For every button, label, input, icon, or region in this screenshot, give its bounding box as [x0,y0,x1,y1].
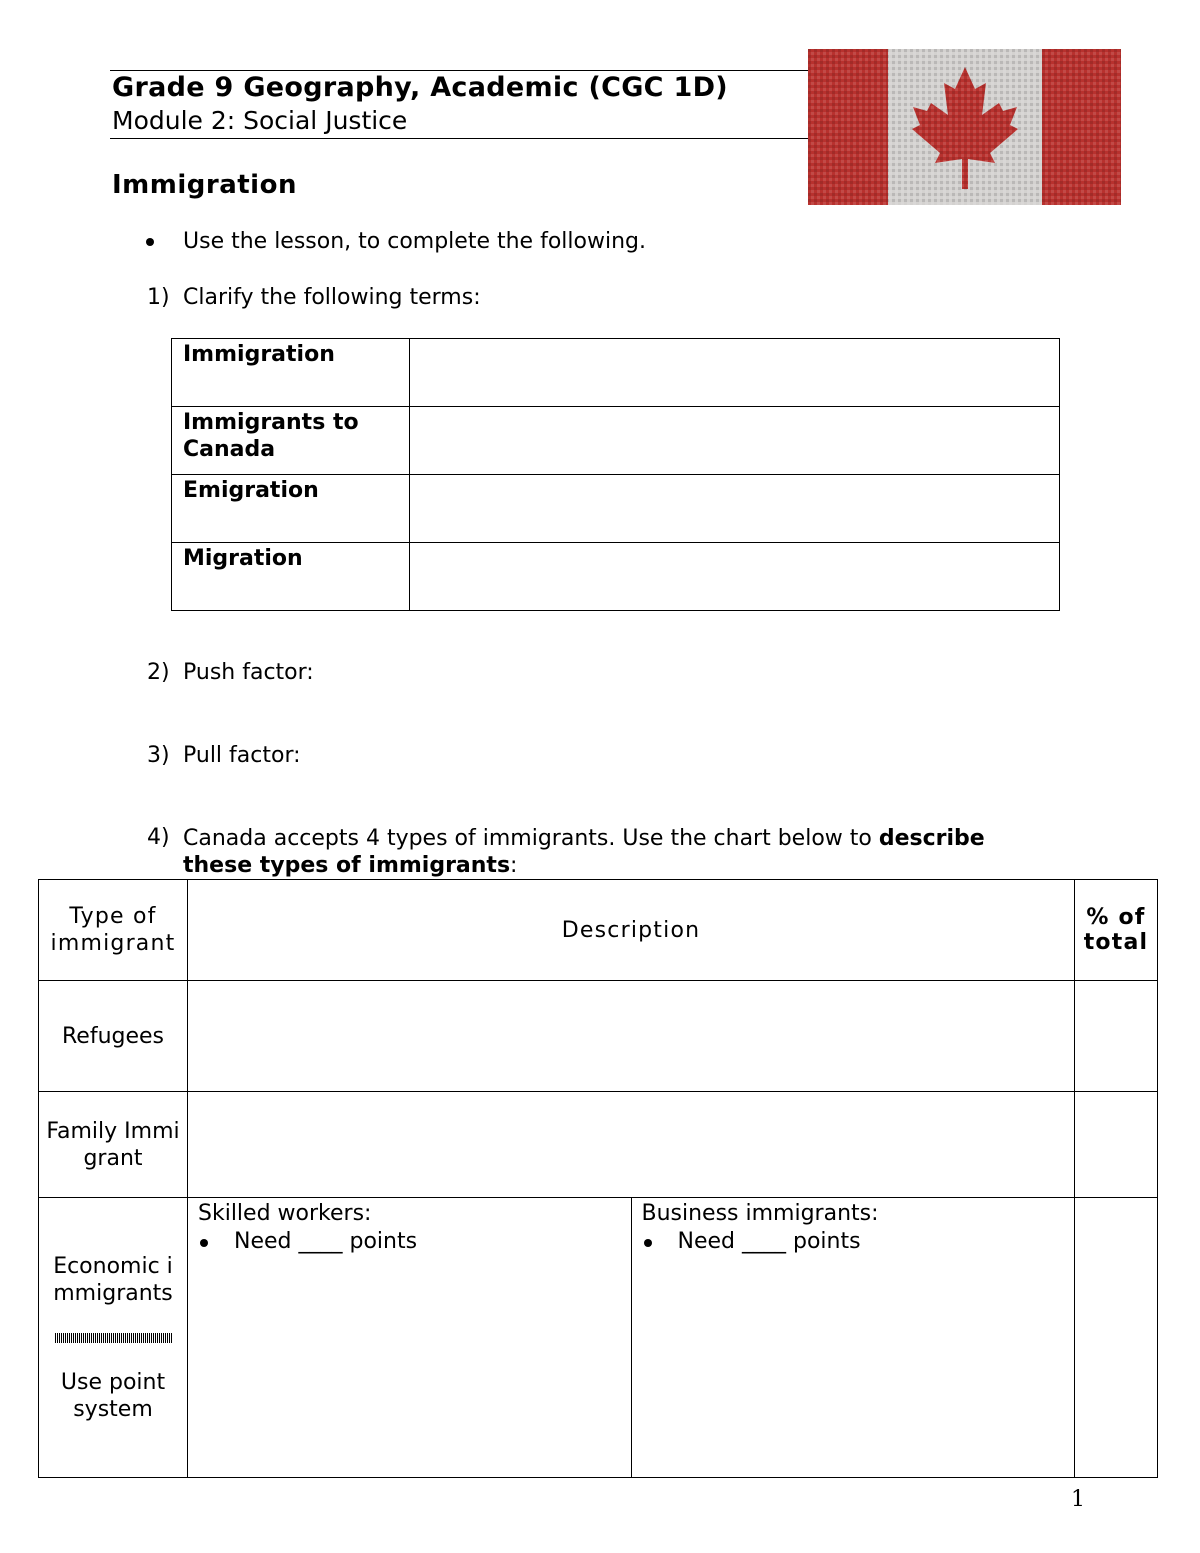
table-row [39,1092,1158,1198]
economic-type-cell [39,1198,188,1478]
table-row [172,475,1060,543]
table-row [39,1198,1158,1478]
question-number: 2) [147,660,170,685]
page-number: 1 [1071,1487,1085,1512]
percent-cell[interactable] [1075,1092,1158,1198]
business-immigrants-title: Business immigrants: [641,1201,879,1226]
bullet-icon [146,238,154,246]
skilled-workers-title: Skilled workers: [198,1201,372,1226]
header-type: Type of immigrant [39,880,188,981]
document-subtitle: Module 2: Social Justice [112,106,408,135]
term-label: Emigration [172,475,410,543]
type-label: Economic immigrants [53,1253,173,1306]
term-answer-cell[interactable] [410,407,1060,475]
table-row [172,407,1060,475]
section-title: Immigration [112,170,297,200]
question-number: 1) [147,285,170,310]
question-4-bold-2: these types of immigrants [183,853,511,878]
table-row [39,981,1158,1092]
term-answer-cell[interactable] [410,475,1060,543]
header-description: Description [188,880,1075,981]
header-top-rule [110,70,810,71]
question-4-tail: : [510,853,518,878]
business-immigrants-cell[interactable] [631,1198,1075,1478]
description-cell[interactable] [188,1092,1075,1198]
canada-flag-image [808,49,1121,205]
header-bottom-rule [110,138,810,139]
skilled-workers-points: Need ____ points [234,1229,418,1254]
question-4-bold-1: describe [878,826,985,851]
question-1-text: Clarify the following terms: [183,285,481,310]
question-number: 3) [147,743,170,768]
question-2-text: Push factor: [183,660,314,685]
skilled-workers-cell[interactable] [188,1198,632,1478]
question-4-text [183,825,1083,879]
type-label: Family Immigrant [39,1092,188,1198]
term-label: Immigrants to Canada [172,407,410,475]
term-answer-cell[interactable] [410,543,1060,611]
intro-instruction: Use the lesson, to complete the following. [183,229,646,254]
percent-cell[interactable] [1075,981,1158,1092]
percent-cell[interactable] [1075,1198,1158,1478]
type-label: Refugees [39,981,188,1092]
table-header-row [39,880,1158,981]
table-row [172,543,1060,611]
bullet-icon [644,1239,652,1247]
description-cell[interactable] [188,981,1075,1092]
type-sublabel: Use point system [60,1369,166,1422]
table-row [172,339,1060,407]
terms-table [171,338,1060,611]
divider [55,1333,173,1343]
question-3-text: Pull factor: [183,743,301,768]
immigrant-types-table [38,879,1158,1478]
term-label: Migration [172,543,410,611]
bullet-icon [200,1239,208,1247]
term-answer-cell[interactable] [410,339,1060,407]
document-title: Grade 9 Geography, Academic (CGC 1D) [112,72,728,103]
question-4-plain: Canada accepts 4 types of immigrants. Use the chart below to [183,826,879,851]
term-label: Immigration [172,339,410,407]
header-percent: % of total [1075,880,1158,981]
question-number: 4) [147,825,170,850]
business-immigrants-points: Need ____ points [677,1229,861,1254]
